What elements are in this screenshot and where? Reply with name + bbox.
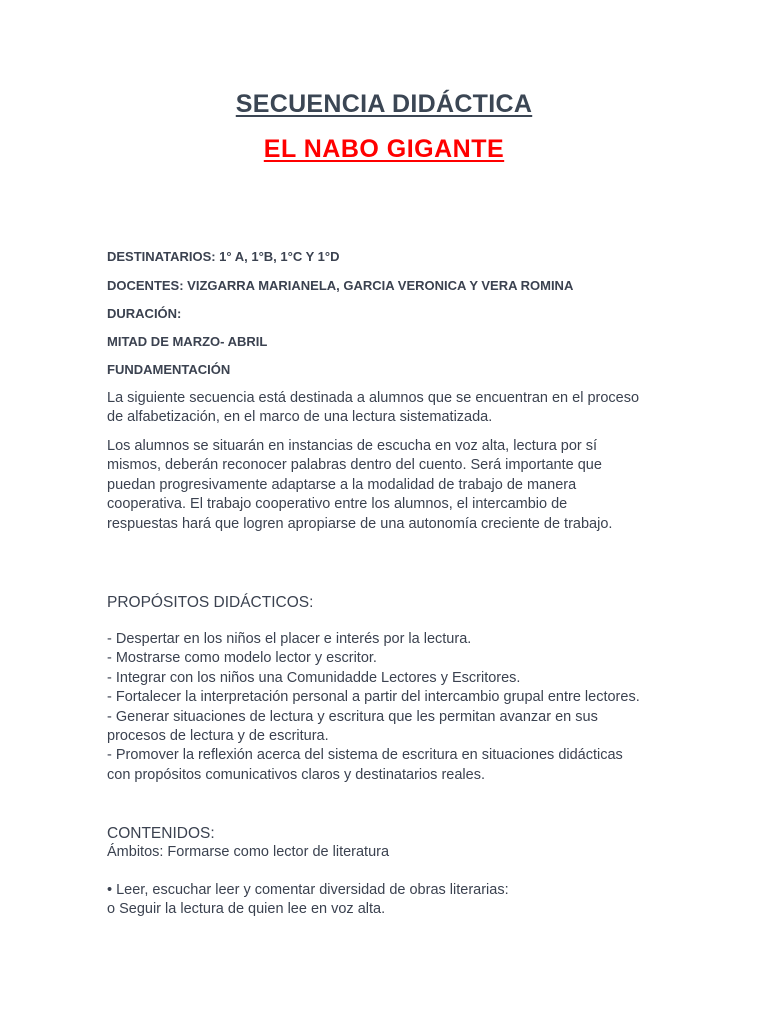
paragraph-line: de alfabetización, en el marco de una lectura sistematizada. — [107, 409, 493, 426]
paragraph-line: Los alumnos se situarán en instancias de escucha en voz alta, lectura por sí — [107, 438, 598, 454]
list-item: o Seguir la lectura de quien lee en voz alta. — [107, 901, 386, 918]
contenidos-list — [107, 881, 667, 920]
list-item: procesos de lectura y de escritura. — [107, 728, 329, 745]
ambitos-line: Ámbitos: Formarse como lector de literatura — [107, 844, 390, 860]
document-title: SECUENCIA DIDÁCTICA — [235, 90, 533, 118]
duracion-value: MITAD DE MARZO- ABRIL — [107, 334, 268, 349]
paragraph-line: respuestas hará que logren apropiarse de una autonomía creciente de trabajo. — [107, 515, 613, 532]
list-item: - Promover la reflexión acerca del sistema de escritura en situaciones didácticas — [107, 747, 623, 764]
docentes-line: DOCENTES: VIZGARRA MARIANELA, GARCIA VERONICA Y VERA ROMINA — [107, 278, 574, 293]
paragraph-line: puedan progresivamente adaptarse a la modalidad de trabajo de manera — [107, 476, 577, 493]
fundamentacion-paragraph-2 — [107, 437, 667, 534]
list-item: • Leer, escuchar leer y comentar diversidad de obras literarias: — [107, 882, 509, 898]
list-item: - Mostrarse como modelo lector y escritor. — [107, 650, 377, 667]
list-item: - Fortalecer la interpretación personal a partir del intercambio grupal entre lectores. — [107, 689, 640, 706]
paragraph-line: cooperativa. El trabajo cooperativo entre los alumnos, el intercambio de — [107, 496, 568, 513]
fundamentacion-label: FUNDAMENTACIÓN — [107, 362, 231, 377]
contenidos-heading: CONTENIDOS: — [107, 825, 215, 842]
destinatarios-line: DESTINATARIOS: 1° A, 1°B, 1°C Y 1°D — [107, 249, 340, 264]
paragraph-line: La siguiente secuencia está destinada a alumnos que se encuentran en el proceso — [107, 390, 640, 406]
document-subtitle: EL NABO GIGANTE — [263, 135, 505, 163]
duracion-label: DURACIÓN: — [107, 306, 182, 321]
list-item: - Despertar en los niños el placer e interés por la lectura. — [107, 631, 472, 647]
list-item: - Integrar con los niños una Comunidadde Lectores y Escritores. — [107, 669, 521, 686]
list-item: - Generar situaciones de lectura y escritura que les permitan avanzar en sus — [107, 708, 598, 725]
propositos-list — [107, 630, 667, 785]
fundamentacion-paragraph-1 — [107, 389, 667, 428]
paragraph-line: mismos, deberán reconocer palabras dentro del cuento. Será importante que — [107, 457, 602, 474]
list-item: con propósitos comunicativos claros y destinatarios reales. — [107, 766, 485, 783]
propositos-heading: PROPÓSITOS DIDÁCTICOS: — [107, 594, 314, 611]
